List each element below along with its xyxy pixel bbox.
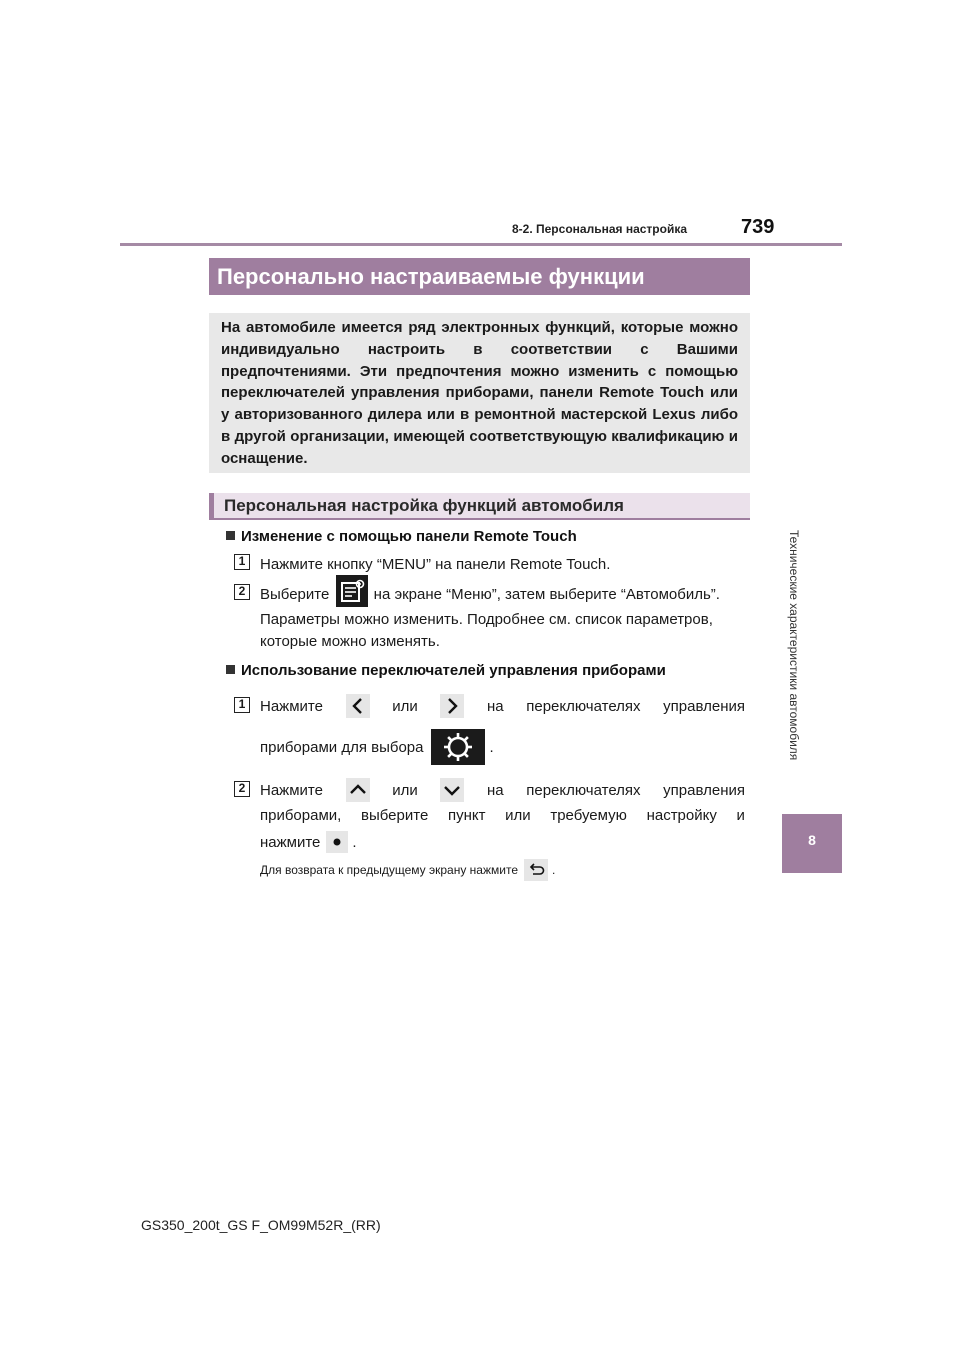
enter-dot-icon <box>326 831 348 853</box>
back-note <box>260 858 555 882</box>
section-title: 8-2. Персональная настройка <box>512 222 688 236</box>
word: Нажмите <box>260 697 323 715</box>
step-number-1: 1 <box>234 554 250 570</box>
step-number-1: 1 <box>234 697 250 713</box>
chevron-down-icon <box>440 778 464 802</box>
back-arrow-icon <box>524 859 548 881</box>
meter-step2-line2 <box>260 804 745 826</box>
square-bullet-icon <box>226 665 235 674</box>
word: нажмите <box>260 833 321 851</box>
word: или <box>505 806 531 824</box>
step2-after-text: на экране “Меню”, затем выберите “Автомобиль”. <box>373 585 720 603</box>
word: . <box>489 738 494 756</box>
remote-touch-note-line2: которые можно изменять. <box>260 633 440 650</box>
back-note-end: . <box>552 863 556 877</box>
word: выберите <box>361 806 429 824</box>
word: переключателях <box>526 697 641 715</box>
chevron-left-icon <box>346 694 370 718</box>
square-bullet-icon <box>226 531 235 540</box>
word: приборами для выбора <box>260 738 424 756</box>
word: требуемую <box>550 806 627 824</box>
word: настройку <box>646 806 717 824</box>
page-title: Персонально настраиваемые функции <box>209 258 750 295</box>
word: управления <box>663 697 745 715</box>
remote-touch-heading-text: Изменение с помощью панели Remote Touch <box>241 528 577 545</box>
word: на <box>486 697 504 715</box>
chevron-up-icon <box>346 778 370 802</box>
word: пункт <box>447 806 486 824</box>
intro-text: На автомобиле имеется ряд электронных функций, которые можно индивидуально настроить в соответствии с Вашими предпочтениями. Эти предпочтения можно изменить с помощью переключателей управления приборами, панели Remote Touch или у авторизованного дилера или в ремонтной мастерской Lexus либо в другой организации, имеющей соответствующую квалификацию и оснащение. <box>221 319 738 467</box>
word: Нажмите <box>260 781 323 799</box>
meter-step1-line1 <box>260 693 745 719</box>
step-number-2: 2 <box>234 781 250 797</box>
step2-before-text: Выберите <box>260 585 330 603</box>
meter-step2-line1 <box>260 777 745 803</box>
word: управления <box>663 781 745 799</box>
vehicle-settings-icon <box>336 575 368 607</box>
chevron-right-icon <box>440 694 464 718</box>
word: или <box>392 781 418 799</box>
meter-switches-heading <box>226 662 666 679</box>
word: или <box>392 697 418 715</box>
subheading: Персональная настройка функций автомобиля <box>209 493 750 520</box>
word: на <box>486 781 504 799</box>
remote-touch-note-line1: Параметры можно изменить. Подробнее см. список параметров, <box>260 611 713 628</box>
remote-touch-step2 <box>260 583 720 607</box>
page-number: 739 <box>741 216 775 238</box>
word: переключателях <box>526 781 641 799</box>
word: и <box>736 806 745 824</box>
gear-icon <box>431 729 485 765</box>
word: приборами, <box>260 806 342 824</box>
meter-switches-heading-text: Использование переключателей управления приборами <box>241 662 666 679</box>
remote-touch-step1: Нажмите кнопку “MENU” на панели Remote Touch. <box>260 556 611 573</box>
side-tab-text: Технические характеристики автомобиля <box>787 530 801 761</box>
meter-step1-line2 <box>260 727 494 767</box>
footer-code: GS350_200t_GS F_OM99M52R_(RR) <box>141 1217 381 1233</box>
side-tab-label <box>787 530 803 800</box>
meter-step2-line3 <box>260 830 357 854</box>
remote-touch-heading <box>226 528 577 545</box>
word: . <box>352 833 357 851</box>
header-rule <box>120 243 842 246</box>
back-note-text: Для возврата к предыдущему экрану нажмите <box>260 863 518 877</box>
step-number-2: 2 <box>234 584 250 600</box>
intro-box <box>209 313 750 473</box>
chapter-tab: 8 <box>782 814 842 873</box>
